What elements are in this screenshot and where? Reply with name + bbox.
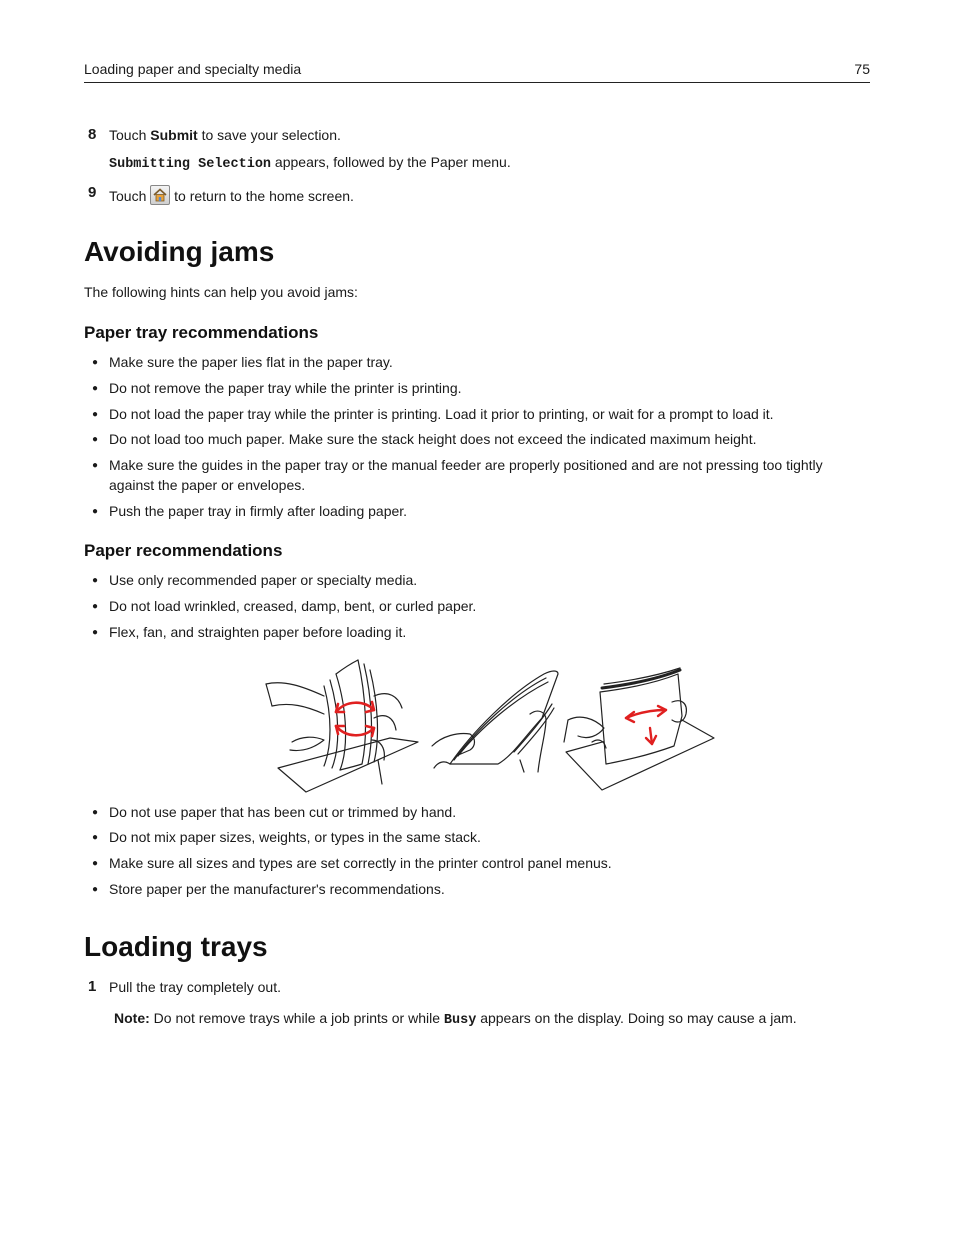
avoiding-intro: The following hints can help you avoid jams:: [84, 284, 358, 300]
list-item: Do not load too much paper. Make sure the stack height does not exceed the indicated maximum height.: [109, 431, 757, 447]
flex-fan-straighten-illustration: [262, 656, 718, 796]
note-label: Note:: [114, 1010, 150, 1026]
bullet-dot: ●: [92, 383, 99, 394]
subheading-paper-tray: Paper tray recommendations: [84, 323, 319, 342]
header-page-number: 75: [854, 61, 870, 77]
step-number: 8: [88, 126, 97, 143]
list-item: Make sure all sizes and types are set correctly in the printer control panel menus.: [109, 855, 612, 871]
bullet-dot: ●: [92, 506, 99, 517]
list-item: Do not mix paper sizes, weights, or types in the same stack.: [109, 829, 481, 845]
subheading-paper: Paper recommendations: [84, 541, 283, 560]
step-8-text: Touch Submit to save your selection.: [109, 127, 341, 143]
list-item: Store paper per the manufacturer's recommendations.: [109, 881, 445, 897]
list-item: Make sure the paper lies flat in the paper tray.: [109, 354, 393, 370]
step-1-text: Pull the tray completely out.: [109, 979, 281, 995]
step-9-text: Touch to return to the home screen.: [109, 185, 354, 205]
list-item: Push the paper tray in firmly after loading paper.: [109, 503, 408, 519]
bullet-dot: ●: [92, 575, 99, 586]
bullet-dot: ●: [92, 832, 99, 843]
list-item: Make sure the guides in the paper tray or the manual feeder are properly positioned and are not pressing too tightly against the paper or envelopes.: [109, 457, 823, 493]
list-item: Do not use paper that has been cut or trimmed by hand.: [109, 804, 457, 820]
list-item: Use only recommended paper or specialty media.: [109, 572, 418, 588]
note: Note: Do not remove trays while a job prints or while Busy appears on the display. Doing so may cause a jam.: [114, 1010, 797, 1028]
bullet-dot: ●: [92, 884, 99, 895]
bullet-dot: ●: [92, 460, 99, 471]
header-section-title: Loading paper and specialty media: [84, 61, 302, 77]
list-item: Do not remove the paper tray while the printer is printing.: [109, 380, 462, 396]
bullet-dot: ●: [92, 357, 99, 368]
left-hand: [266, 683, 324, 751]
busy-status-text: Busy: [443, 1013, 477, 1028]
bullet-dot: ●: [92, 434, 99, 445]
page-header: [84, 60, 870, 83]
step-8-result: Submitting Selection appears, followed by the Paper menu.: [109, 154, 511, 172]
bullet-dot: ●: [92, 627, 99, 638]
flex-base-surface: [278, 738, 418, 792]
home-icon: [150, 185, 170, 205]
bullet-dot: ●: [92, 858, 99, 869]
section-title-avoiding-jams: Avoiding jams: [84, 236, 275, 267]
section-title-loading-trays: Loading trays: [84, 931, 268, 962]
step-number: 9: [88, 184, 97, 201]
list-item: Do not load wrinkled, creased, damp, bent, or curled paper.: [109, 598, 477, 614]
step-number: 1: [88, 978, 97, 995]
bullet-dot: ●: [92, 807, 99, 818]
bullet-dot: ●: [92, 601, 99, 612]
list-item: Flex, fan, and straighten paper before loading it.: [109, 624, 407, 640]
list-item: Do not load the paper tray while the printer is printing. Load it prior to printing, or wait for a prompt to load it.: [109, 406, 774, 422]
bullet-dot: ●: [92, 409, 99, 420]
